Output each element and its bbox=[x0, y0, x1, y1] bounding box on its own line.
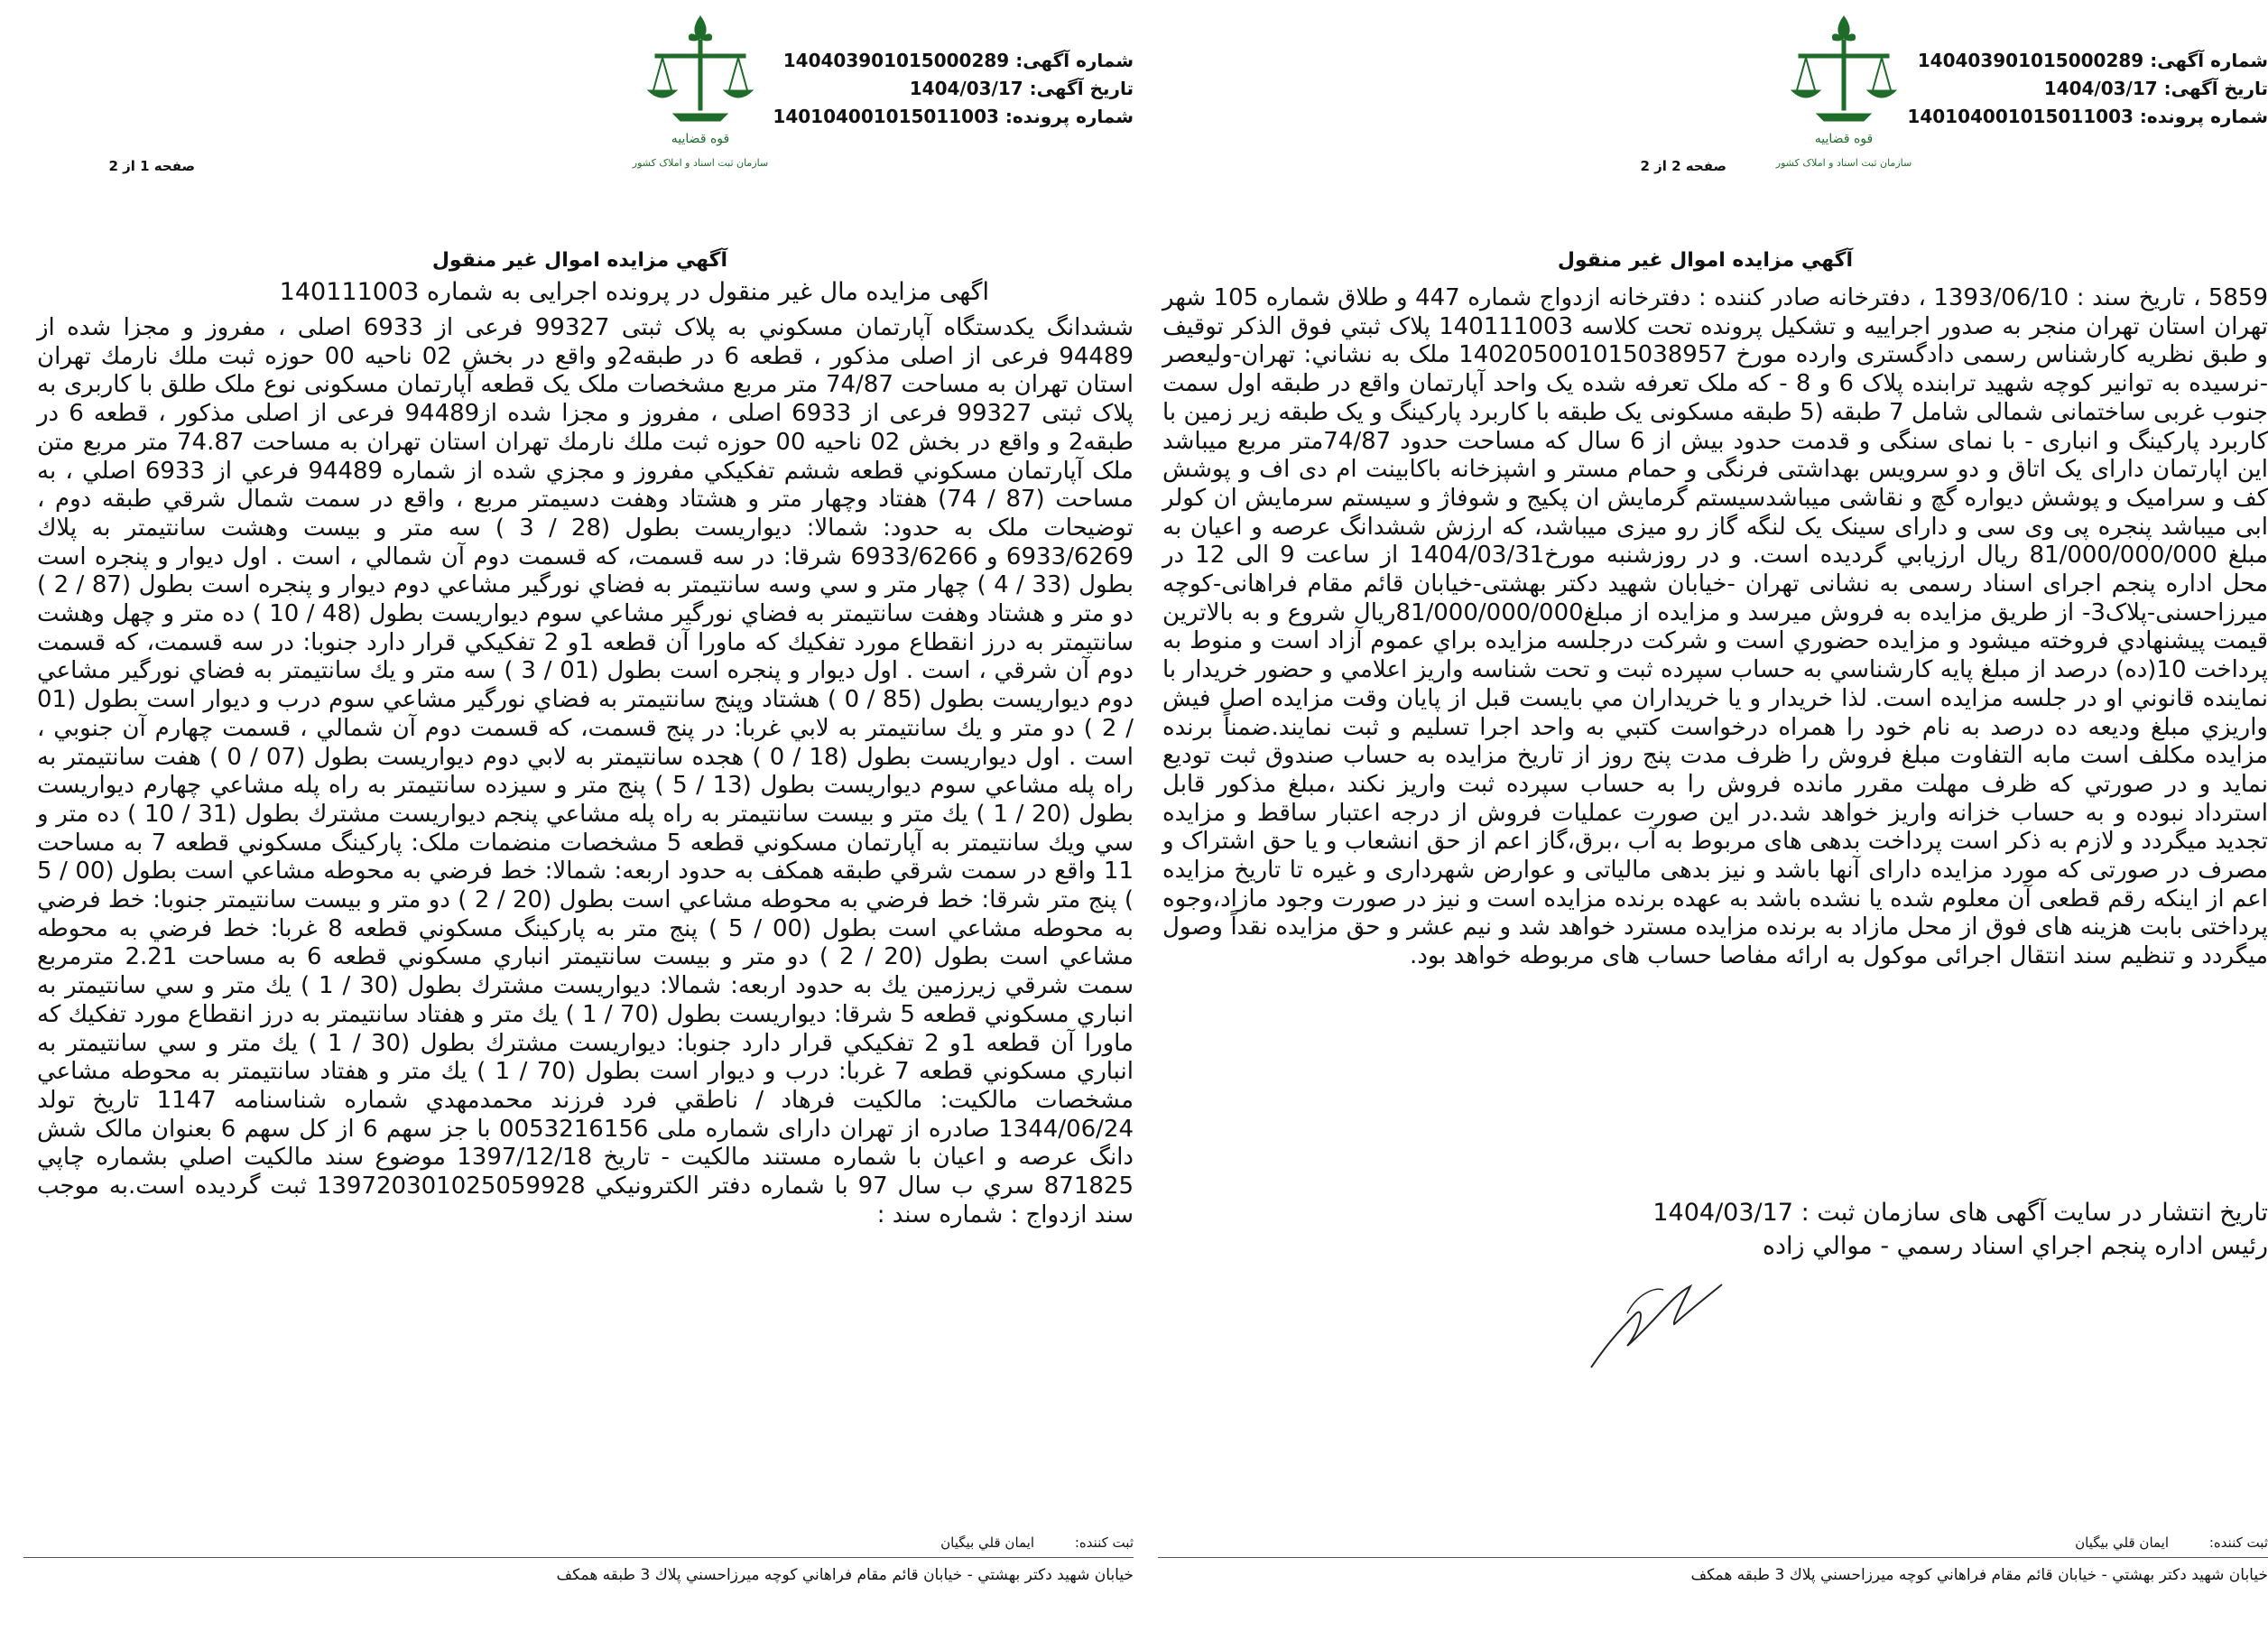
footer-divider bbox=[1158, 1557, 2268, 1558]
svg-text:سازمان ثبت اسناد و املاک کشور: سازمان ثبت اسناد و املاک کشور bbox=[1775, 157, 1912, 169]
footer-address: خيابان شهيد دكتر بهشتي - خيابان قائم مقام فراهاني كوچه ميرزاحسني پلاك 3 طبقه همكف bbox=[556, 1566, 1134, 1584]
footer-address: خيابان شهيد دكتر بهشتي - خيابان قائم مقام فراهاني كوچه ميرزاحسني پلاك 3 طبقه همكف bbox=[1690, 1566, 2268, 1584]
notice-no-label: شماره آگهی: bbox=[2150, 50, 2268, 71]
recorder-name: ايمان قلي بيگيان bbox=[940, 1534, 1035, 1551]
notice-date-label: تاریخ آگهی: bbox=[2163, 78, 2268, 99]
notice-date-label: تاریخ آگهی: bbox=[1029, 78, 1134, 99]
recorder-line bbox=[940, 1534, 1134, 1551]
recorder-label: ثبت کننده: bbox=[1074, 1534, 1134, 1551]
footer-divider bbox=[23, 1557, 1134, 1558]
file-no: 140104001015011003 bbox=[773, 106, 999, 127]
notice-meta bbox=[773, 47, 1134, 131]
signer: رئيس اداره پنجم اجراي اسناد رسمي - موالي زاده bbox=[1762, 1232, 2268, 1260]
svg-text:سازمان ثبت اسناد و املاک کشور: سازمان ثبت اسناد و املاک کشور bbox=[632, 157, 769, 169]
notice-meta bbox=[1907, 47, 2268, 131]
page-number: صفحه 1 از 2 bbox=[108, 158, 195, 174]
recorder-name: ايمان قلي بيگيان bbox=[2075, 1534, 2170, 1551]
notice-subtitle: اگهی مزایده مال غیر منقول در پرونده اجرایی به شماره 140111003 bbox=[279, 278, 989, 306]
svg-text:قوه قضاییه: قوه قضاییه bbox=[671, 132, 730, 146]
publish-date: 1404/03/17 bbox=[1652, 1199, 1793, 1227]
notice-date: 1404/03/17 bbox=[909, 78, 1023, 99]
notice-body: 5859 ، تاریخ سند : 1393/06/10 ، دفترخانه صادر کننده : دفترخانه ازدواج شماره 447 و طلاق شماره 105 شهر تهران استان تهران منجر به صدور اجراییه و تشکیل پرونده تحت کلاسه 140111003 پلاک ثبتي فوق الذکر توقيف و طبق نظريه كارشناس رسمی دادگستری وارده مورخ 14020500101503895‌7 ملک به نشاني: تهران-ولیعصر -نرسیده به توانیر کوچه شهید ترابنده پلاک 6 و 8 - که ملک تعرفه شده یک واحد آپارتمان واقع در طبقه اول سمت جنوب غربی ساختمانی شمالی شامل 7 طبقه (5 طبقه مسکونی یک طبقه با کاربرد پارکینگ و یک طبقه زیر زمین با کاربرد پارکینگ و انباری - با نمای سنگی و قدمت حدود بیش از 6 سال که مساحت حدود 74/87متر مربع میباشد این اپارتمان دارای یک اتاق و دو سرویس بهداشتی فرنگی و حمام مستر و اشپزخانه باکابینت ام دی اف و پوشش کف و سرامیک و پوشش دیواره گچ و نقاشی میباشدسیستم گرمایش ان پکیج و شوفاژ و سیستم سرمایش ان کولر ابی میباشد پنجره پی وی سی و دارای سینک یک لنگه گاز رو میزی میباشد، که ارزش ششدانگ عرصه و اعیان به مبلغ 81/000/000/000 ريال ارزيابي گرديده است. و در روزشنبه مورخ1404/03/31 از ساعت 9 الی 12 در محل اداره پنجم اجرای اسناد رسمی به نشانی تهران -خیابان شهید دکتر بهشتی-خیابان قائم مقام فراهانی-کوچه میرزاحسنی-پلاک3- از طريق مزايده به فروش ميرسد و مزايده از مبلغ81/000/000/000ريال شروع و به بالاترين قيمت پيشنهادي فروخته ميشود و مزايده حضوري است و شرکت درجلسه مزايده براي عموم آزاد است و منوط به پرداخت 10(ده) درصد از مبلغ پايه كارشناسي به حساب سپرده ثبت و تحت شناسه واريز اعلامي و حضور خريدار با نماينده قانوني او در جلسه مزايده است. لذا خريدار و يا خريداران مي بايست قبل از پايان وقت مزايده اصل فيش واريزي مبلغ وديعه ده درصد به نام خود را همراه درخواست كتبي به واحد اجرا تسليم و ثبت نمايند.ضمناً برنده مزایده مکلف است مابه التفاوت مبلغ فروش را ظرف مدت پنج روز از تاريخ مزايده به حساب صندوق ثبت توديع نمايد و در صورتي كه ظرف مهلت مقرر مانده فروش را به حساب سپرده ثبت واريز نكند ،مبلغ مذكور قابل استرداد نبوده و به حساب خزانه واريز خواهد شد.در اين صورت عمليات فروش از درجه اعتبار ساقط و مزايده تجديد ميگردد و لازم به ذكر است پرداخت بدهی های مربوط به آب ،برق،گاز اعم از حق انشعاب و یا حق اشتراک و مصرف در صورتی که مورد مزایده دارای آنها باشد و نیز بدهی مالیاتی و عوارض شهرداری و غیره تا تاریخ مزایده اعم از اینکه رقم قطعی آن معلوم شده یا نشده باشد به عهده برنده مزایده است و نیز در صورت وجود مازاد،وجوه پرداختی بابت هزینه های فوق از محل مازاد به برنده مزایده مسترد خواهد شد و نیم عشر و حق مزایده نقداً وصول میگردد و تنظیم سند انتقال اجرائی موکول به ارائه مفاصا حساب های مربوطه خواهد بود. bbox=[1162, 284, 2268, 970]
judiciary-emblem-icon bbox=[619, 7, 782, 179]
signature-image bbox=[1573, 1259, 1736, 1377]
judiciary-emblem-icon bbox=[1763, 7, 1925, 179]
notice-no: 140403901015000289 bbox=[782, 50, 1010, 71]
recorder-line bbox=[2075, 1534, 2268, 1551]
notice-title: آگهي مزايده اموال غير منقول bbox=[1557, 249, 1853, 272]
notice-body: ششدانگ يكدستگاه آپارتمان مسكوني به پلاک ثبتی 99327 فرعی از 6933 اصلی ، مفروز و مجزا شده از 94489 فرعی از اصلی مذكور ، قطعه 6 در طبقه2و واقع در بخش 02 ناحيه 00 حوزه ثبت ملك نارمك تهران استان تهران به مساحت 74/87 متر مربع مشخصات ملک یک قطعه آپارتمان مسکونی نوع ملک طلق با کاربری به پلاک ثبتی 99327 فرعی از 6933 اصلی ، مفروز و مجزا شده از94489 فرعی از اصلی مذکور ، قطعه 6 در طبقه2 و واقع در بخش 02 ناحیه 00 حوزه ثبت ملك نارمك تهران استان تهران به مساحت 74.87 متر مربع متن ملک آپارتمان مسكوني قطعه ششم تفكيكي مفروز و مجزي شده از شماره 94489 فرعي از 6933 اصلي ، به مساحت (87 / 74) هفتاد وچهار متر و هشتاد وهفت دسيمتر مربع ، واقع در سمت شمال شرقي طبقه دوم ، توضيحات ملک به حدود: شمالا: ديواريست بطول (28 / 3 ) سه متر و بيست وهشت سانتيمتر به پلاك 6933/6269 و 6933/6266 شرقا: در سه قسمت، كه قسمت دوم آن شمالي ، است . اول ديوار و پنجره است بطول (33 / 4 ) چهار متر و سي وسه سانتيمتر به فضاي نورگير مشاعي دوم ديوار و پنجره است بطول (87 / 2 ) دو متر و هشتاد وهفت سانتيمتر به فضاي نورگير مشاعي سوم ديواريست بطول (48 / 10 ) ده متر و چهل وهشت سانتيمتر به درز انقطاع مورد تفكيك كه ماورا آن قطعه 1و 2 تفكيكي قرار دارد جنوبا: در سه قسمت، كه قسمت دوم آن شرقي ، است . اول ديوار و پنجره است بطول (01 / 3 ) سه متر و يك سانتيمتر به فضاي نورگير مشاعي دوم ديواريست بطول (85 / 0 ) هشتاد وپنج سانتيمتر به فضاي نورگير مشاعي سوم درب و ديوار است بطول (01 / 2 ) دو متر و يك سانتيمتر به لابي غربا: در پنج قسمت، كه قسمت دوم آن شمالي ، قسمت چهارم آن جنوبي ، است . اول ديواريست بطول (18 / 0 ) هجده سانتيمتر به لابي دوم ديواريست بطول (07 / 0 ) هفت سانتيمتر به راه پله مشاعي سوم ديواريست بطول (13 / 5 ) پنج متر و سيزده سانتيمتر به راه پله مشاعي چهارم ديواريست بطول (20 / 1 ) يك متر و بيست سانتيمتر به راه پله مشاعي پنجم ديواريست مشترك بطول (31 / 10 ) ده متر و سي ويك سانتيمتر به آپارتمان مسكوني قطعه 5 مشخصات منضمات ملک: پاركينگ مسكوني قطعه 7 به مساحت 11 واقع در سمت شرقي طبقه همكف به حدود اربعه: شمالا: خط فرضي به محوطه مشاعي است بطول (00 / 5 ) پنج متر شرقا: خط فرضي به محوطه مشاعي است بطول (20 / 2 ) دو متر و بيست سانتيمتر جنوبا: خط فرضي به محوطه مشاعي است بطول (00 / 5 ) پنج متر به پاركينگ مسكوني قطعه 8 غربا: خط فرضي به محوطه مشاعي است بطول (20 / 2 ) دو متر و بيست سانتيمتر انباري مسكوني قطعه 6 به مساحت 2.21 مترمربع سمت شرقي زيرزمين يك به حدود اربعه: شمالا: ديواريست مشترك بطول (30 / 1 ) يك متر و سي سانتيمتر به انباري مسكوني قطعه 5 شرقا: ديواريست بطول (70 / 1 ) يك متر و هفتاد سانتيمتر به درز انقطاع مورد تفكيك كه ماورا آن قطعه 1و 2 تفكيكي قرار دارد جنوبا: ديواريست مشترك بطول (30 / 1 ) يك متر و سي سانتيمتر به انباري مسكوني قطعه 7 غربا: درب و ديوار است بطول (70 / 1 ) يك متر و هفتاد سانتيمتر به محوطه مشاعي مشخصات مالكيت: مالکیت فرهاد / ناطقي فرد فرزند محمدمهدي شماره شناسنامه 1147 تاريخ تولد 1344/06/24 صادره از تهران دارای شماره ملی 0053216156 با جز سهم 6 از کل سهم 6 بعنوان مالک شش دانگ عرصه و اعيان با شماره مستند مالکيت - تاريخ 1397/12/18 موضوع سند مالكيت اصلي بشماره چاپي 871825 سري ب سال 97 با شماره دفتر الكترونيكي 13972030102505992‌8 ثبت گرديده است.به موجب سند ازدواج : شماره سند : bbox=[37, 314, 1134, 1228]
notice-title: آگهي مزايده اموال غير منقول bbox=[431, 249, 727, 272]
file-no: 140104001015011003 bbox=[1907, 106, 2134, 127]
publish-label: تاريخ انتشار در سایت آگهی های سازمان ثبت : bbox=[1801, 1199, 2268, 1227]
recorder-label: ثبت کننده: bbox=[2208, 1534, 2268, 1551]
publish-line bbox=[1652, 1199, 2268, 1227]
notice-date: 1404/03/17 bbox=[2043, 78, 2158, 99]
file-no-label: شماره پرونده: bbox=[2139, 106, 2268, 127]
notice-no-label: شماره آگهی: bbox=[1015, 50, 1134, 71]
file-no-label: شماره پرونده: bbox=[1004, 106, 1134, 127]
page-2 bbox=[1134, 0, 2268, 1641]
svg-text:قوه قضاییه: قوه قضاییه bbox=[1814, 132, 1874, 146]
page-number: صفحه 2 از 2 bbox=[1640, 158, 1726, 174]
notice-no: 140403901015000289 bbox=[1917, 50, 2144, 71]
